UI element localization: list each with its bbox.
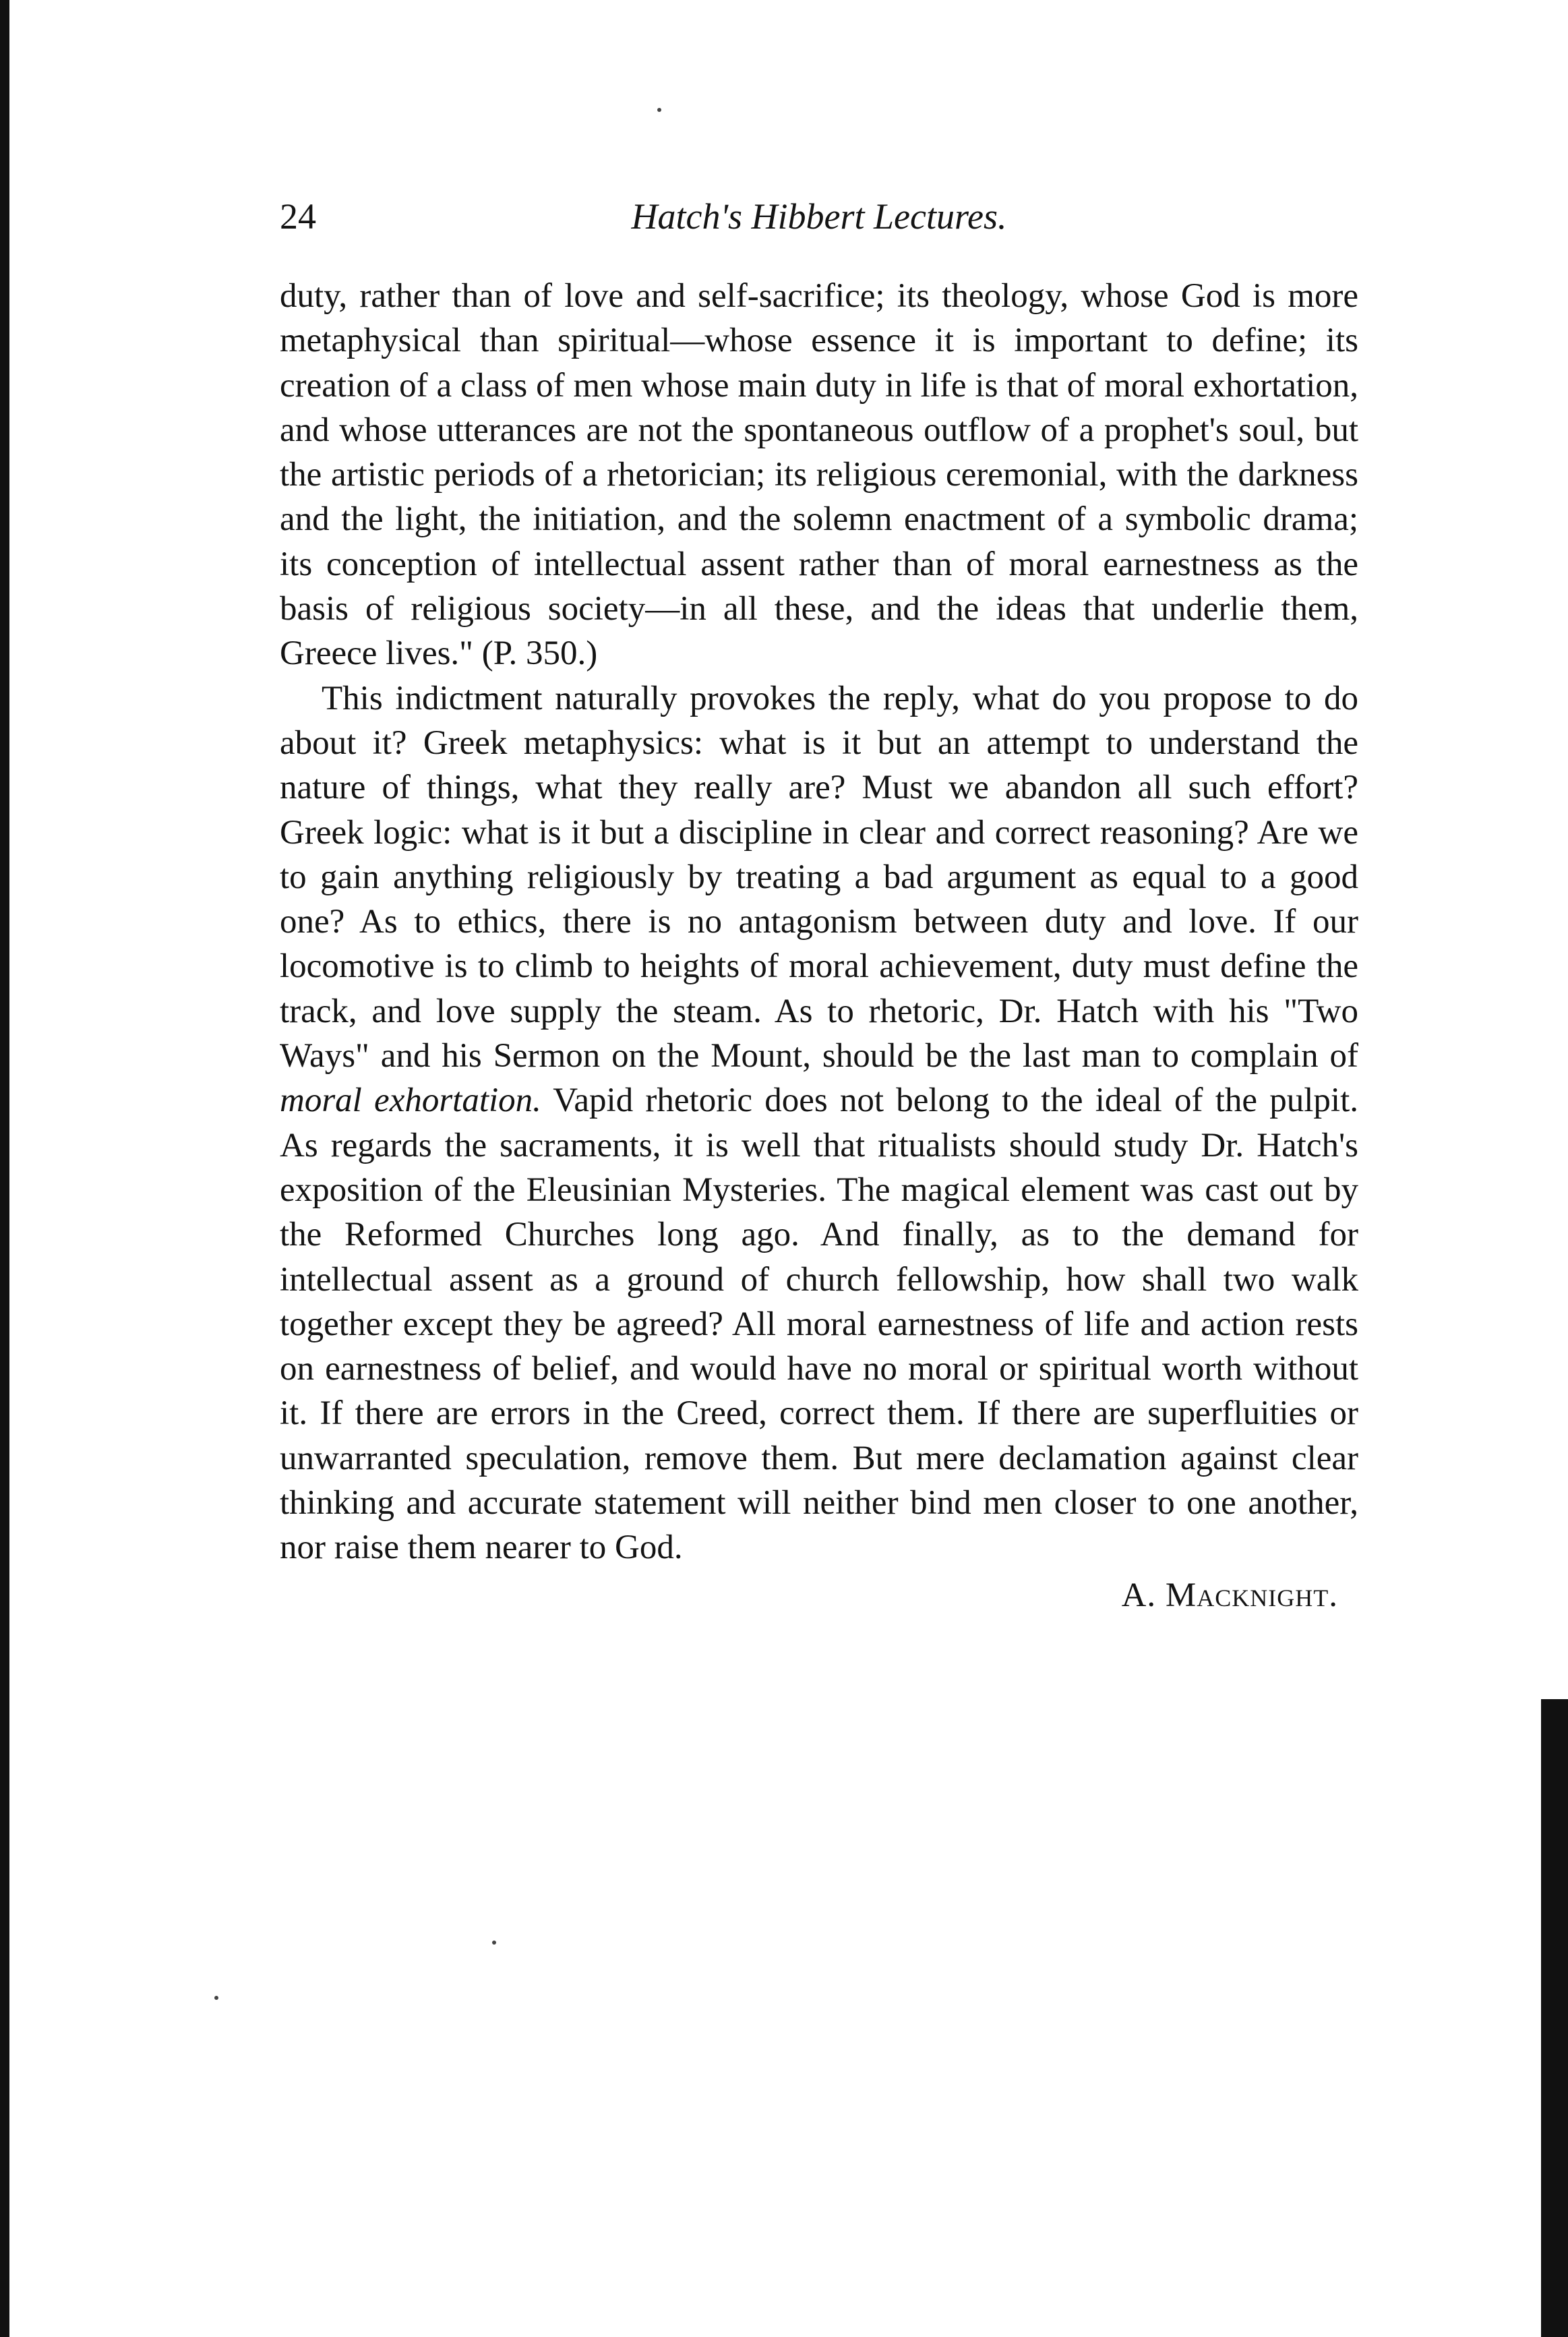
paragraph-2: [280, 676, 1358, 1570]
scan-speck: [214, 1996, 218, 2000]
emphasis-moral-exhortation: moral exhortation.: [280, 1082, 541, 1120]
author-signature: A. Macknight.: [1121, 1576, 1338, 1614]
page-number: 24: [280, 196, 316, 237]
paragraph-2-text-before: This indictment naturally provokes the reply, what do you propose to do about it? Greek metaphysics: what is it but an attempt to understand the nature of things, what they really are? Must we abandon all such effort? Greek logic: what is it but a discipline in clear and correct reasoning? Are we to gain anything religiously by treating a bad argument as equal to a good one? As to ethics, there is no antagonism between duty and love. If our locomotive is to climb to heights of moral achievement, duty must define the track, and love supply the steam. As to rhetoric, Dr. Hatch with his "Two Ways" and his Sermon on the Mount, should be the last man to complain of: [280, 679, 1358, 1075]
scan-speck: [492, 1941, 496, 1945]
running-head: [280, 196, 1358, 249]
scan-speck: [657, 108, 661, 112]
scan-edge-right: [1541, 1699, 1568, 2337]
paragraph-1-text: duty, rather than of love and self-sacrifice; its theology, whose God is more metaphysical than spiritual—whose essence it is important to define; its creation of a class of men whose main duty in life is that of moral exhortation, and whose utterances are not the spontaneous outflow of a prophet's soul, but the artistic periods of a rhetorician; its religious ceremonial, with the darkness and the light, the initiation, and the solemn enactment of a symbolic drama; its conception of intellectual assent rather than of moral earnestness as the basis of religious society—in all these, and the ideas that underlie them, Greece lives." (P. 350.): [280, 277, 1358, 673]
running-title: Hatch's Hibbert Lectures.: [631, 196, 1007, 237]
paragraph-1: [280, 274, 1358, 676]
scan-edge-left: [0, 0, 9, 2337]
book-page: [280, 196, 1358, 1615]
body-text: [280, 274, 1358, 1570]
paragraph-2-text-after: Vapid rhetoric does not belong to the ideal of the pulpit. As regards the sacraments, it is well that ritualists should study Dr. Hatch's exposition of the Eleusinian Mysteries. The magical element was cast out by the Reformed Churches long ago. And finally, as to the demand for intellectual assent as a ground of church fellowship, how shall two walk together except they be agreed? All moral earnestness of life and action rests on earnestness of belief, and would have no moral or spiritual worth without it. If there are errors in the Creed, correct them. If there are superfluities or unwarranted speculation, remove them. But mere declamation against clear thinking and accurate statement will neither bind men closer to one another, nor raise them nearer to God.: [280, 1082, 1358, 1567]
